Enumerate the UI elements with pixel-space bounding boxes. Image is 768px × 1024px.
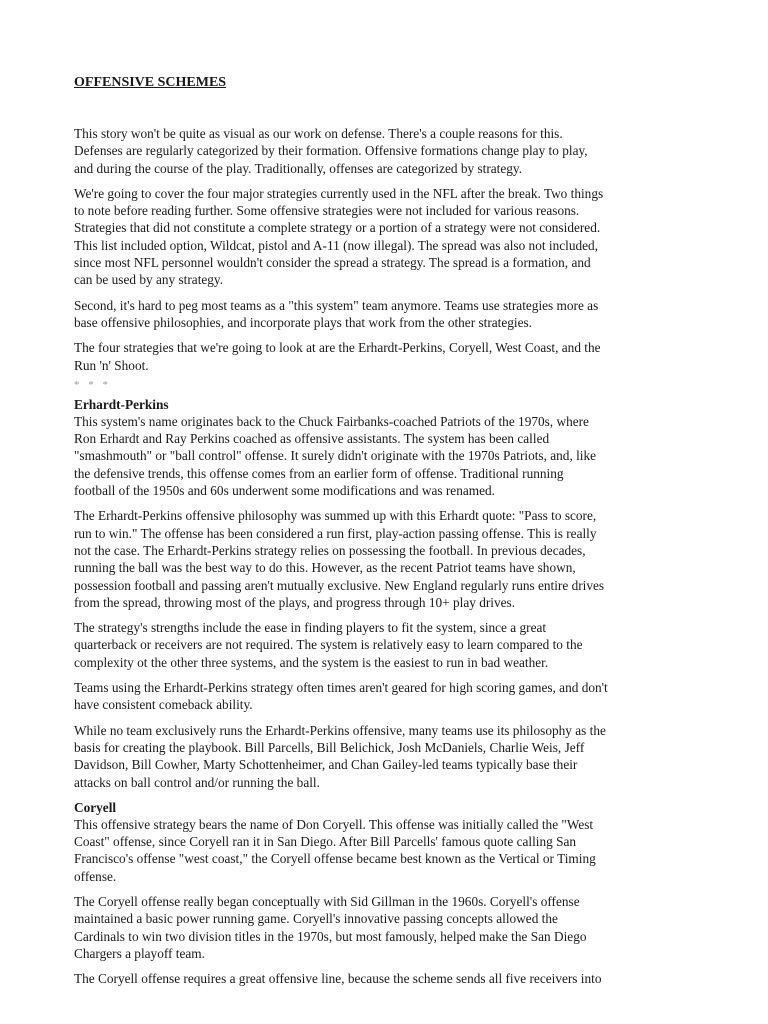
text-line: The Coryell offense requires a great offensive line, because the scheme sends all five receivers into [74, 971, 602, 987]
text-line: quarterback or receivers are not required. The system is relatively easy to learn compared to the [74, 637, 583, 653]
text-line: since most NFL personnel wouldn't consider the spread a strategy. The spread is a formation, and [74, 255, 591, 271]
text-line: The strategy's strengths include the ease in finding players to fit the system, since a great [74, 620, 547, 636]
text-line: Second, it's hard to peg most teams as a "this system" team anymore. Teams use strategies more as [74, 297, 599, 313]
paragraph [74, 619, 698, 671]
paragraph [74, 722, 698, 791]
text-line: offense. [74, 868, 117, 884]
text-line: The Erhardt-Perkins offensive philosophy was summed up with this Erhardt quote: "Pass to score, [74, 508, 597, 524]
text-line: Davidson, Bill Cowher, Marty Schottenheimer, and Chan Gailey-led teams typically base their [74, 757, 578, 773]
paragraph [74, 297, 698, 332]
text-line: base offensive philosophies, and incorporate plays that work from the other strategies. [74, 314, 533, 330]
text-line: While no team exclusively runs the Erhardt-Perkins offensive, many teams use its philosophy as the [74, 722, 606, 738]
text-line: from the spread, throwing most of the plays, and progress through 10+ play drives. [74, 594, 516, 610]
text-line: football of the 1950s and 60s underwent some modifications and was renamed. [74, 483, 495, 499]
text-line: This system's name originates back to the Chuck Fairbanks-coached Patriots of the 1970s, where [74, 413, 589, 429]
text-line: The four strategies that we're going to look at are the Erhardt-Perkins, Coryell, West Coast, and the [74, 340, 601, 356]
paragraph [74, 125, 698, 177]
text-line: not the case. The Erhardt-Perkins strategy relies on possessing the football. In previous decades, [74, 542, 586, 558]
paragraph [74, 970, 698, 987]
text-line: maintained a basic power running game. Coryell's innovative passing concepts allowed the [74, 911, 558, 927]
text-line: This list included option, Wildcat, pistol and A-11 (now illegal). The spread was also not included, [74, 237, 598, 253]
paragraph [74, 339, 698, 374]
text-line: complexity ot the other three systems, and the system is the easiest to run in bad weather. [74, 654, 549, 670]
text-line: basis for creating the playbook. Bill Parcells, Bill Belichick, Josh McDaniels, Charlie Weis, Jeff [74, 739, 585, 755]
text-line: The Coryell offense really began conceptually with Sid Gillman in the 1960s. Coryell's offense [74, 893, 580, 909]
paragraph [74, 679, 698, 714]
text-line: Francisco's offense "west coast," the Coryell offense became best known as the Vertical or Timing [74, 851, 596, 867]
section-heading-coryell: Coryell [74, 799, 117, 815]
text-line: Chargers a playoff team. [74, 945, 205, 961]
document-title: OFFENSIVE SCHEMES [74, 75, 227, 90]
text-line: This story won't be quite as visual as our work on defense. There's a couple reasons for this. [74, 126, 563, 141]
intro-section [74, 125, 698, 374]
text-line: and during the course of the play. Traditionally, offenses are categorized by strategy. [74, 160, 523, 176]
text-line: run to win." The offense has been considered a run first, play-action passing offense. This is really [74, 525, 597, 541]
section-heading-erhardt-perkins: Erhardt-Perkins [74, 396, 169, 412]
text-line: Strategies that did not constitute a complete strategy or a portion of a strategy were not considered. [74, 220, 601, 236]
text-line: Run 'n' Shoot. [74, 357, 149, 373]
text-line: This offensive strategy bears the name of Don Coryell. This offense was initially called the "West [74, 816, 594, 832]
document-page [74, 74, 698, 995]
text-line: running the ball was the best way to do this. However, as the recent Patriot teams have shown, [74, 560, 576, 576]
paragraph [74, 507, 698, 611]
text-line: the defensive trends, this offense comes from an earlier form of offense. Traditional running [74, 465, 564, 481]
coryell-section [74, 799, 698, 988]
text-line: Cardinals to win two division titles in the 1970s, but most famously, helped make the San Diego [74, 928, 587, 944]
text-line: to note before reading further. Some offensive strategies were not included for various reasons. [74, 203, 580, 219]
section-separator: * * * [74, 378, 111, 391]
text-line: can be used by any strategy. [74, 272, 224, 288]
text-line: Defenses are regularly categorized by their formation. Offensive formations change play to play, [74, 143, 588, 159]
erhardt-perkins-section [74, 396, 698, 791]
text-line: Ron Erhardt and Ray Perkins coached as offensive assistants. The system has been called [74, 431, 550, 447]
text-line: attacks on ball control and/or running the ball. [74, 774, 320, 790]
text-line: possession football and passing aren't mutually exclusive. New England regularly runs entire drives [74, 577, 605, 593]
text-line: Coast" offense, since Coryell ran it in San Diego. After Bill Parcells' famous quote calling San [74, 834, 577, 850]
paragraph [74, 185, 698, 289]
paragraph [74, 893, 698, 962]
text-line: "smashmouth" or "ball control" offense. It surely didn't originate with the 1970s Patriots, and, like [74, 448, 597, 464]
text-line: have consistent comeback ability. [74, 697, 253, 713]
paragraph [74, 413, 698, 499]
text-line: Teams using the Erhardt-Perkins strategy often times aren't geared for high scoring games, and don't [74, 680, 608, 696]
text-line: We're going to cover the four major strategies currently used in the NFL after the break. Two things [74, 185, 604, 201]
paragraph [74, 816, 698, 885]
